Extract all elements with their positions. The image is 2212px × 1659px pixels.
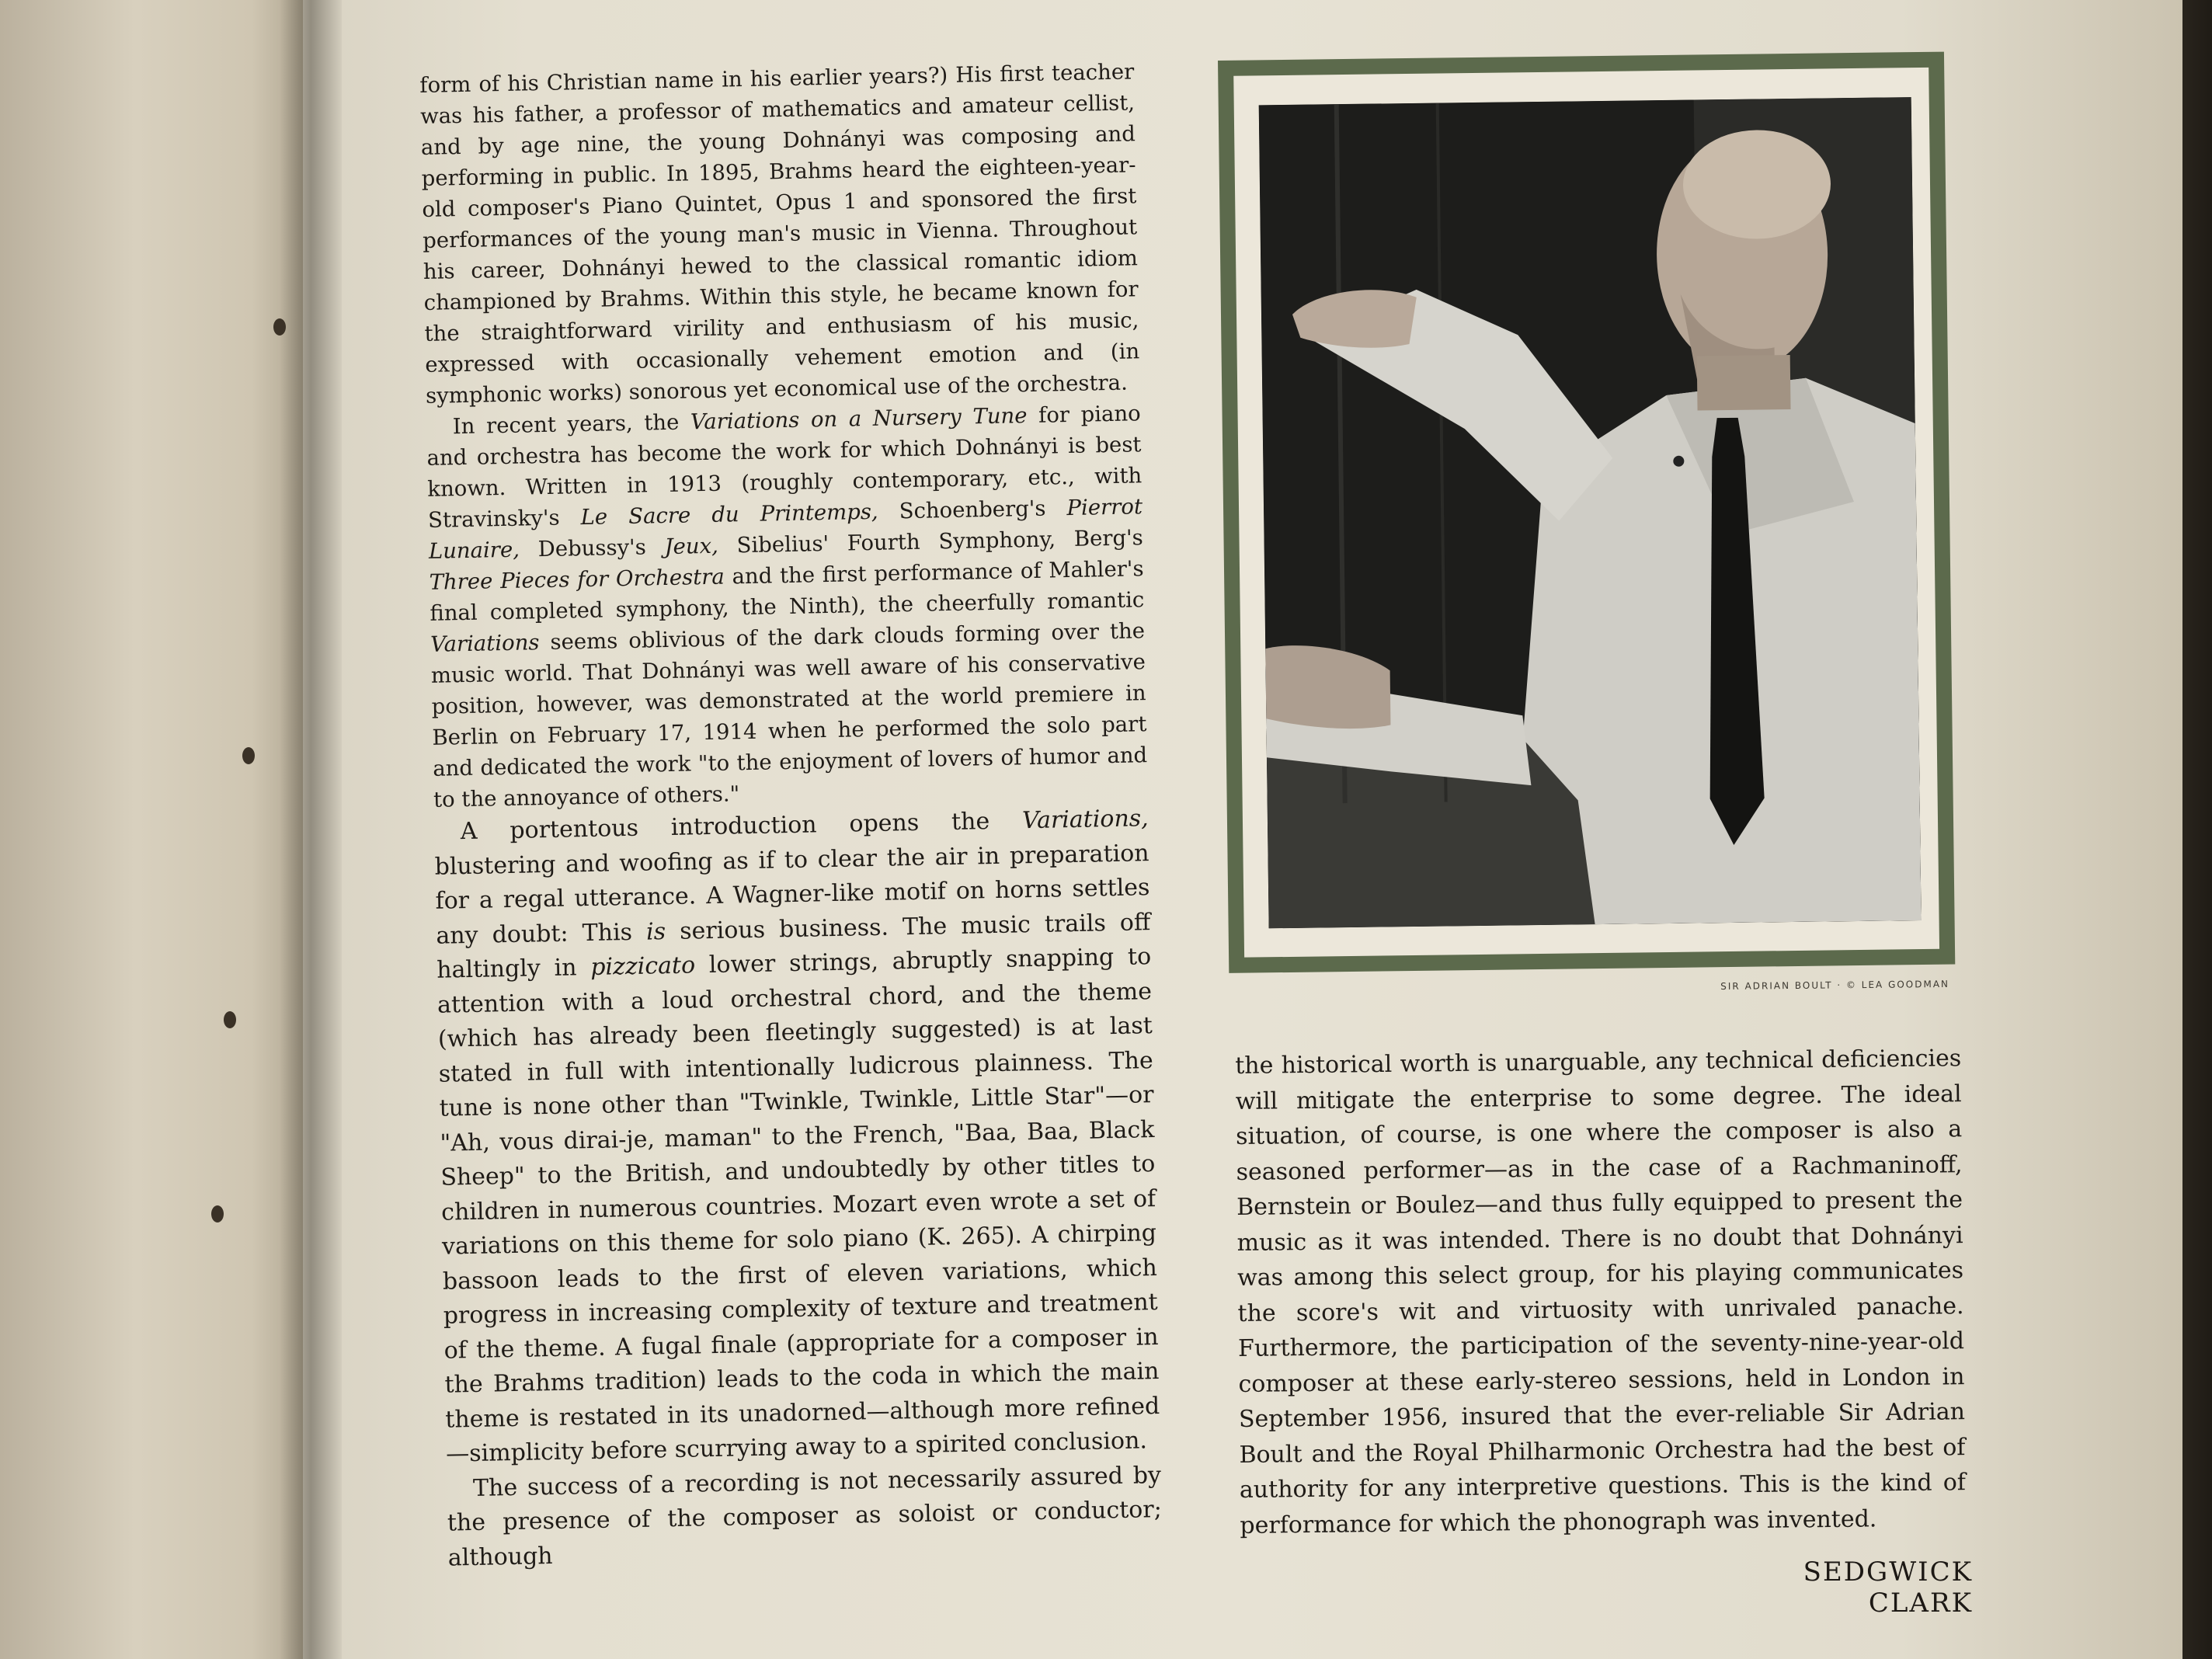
text-run: seems oblivious of the dark clouds forming over the music world. That Dohnányi was well aware of his conservative position, however, was demonstrated at the world premiere in Berlin on February 17, 1914 when he performed the solo part and dedicated the work "to the enjoyment of lovers of humor and to the annoyance of others." xyxy=(430,618,1148,812)
right-text-column xyxy=(1235,1041,1967,1543)
italic-title: Variations xyxy=(430,630,540,657)
left-text-column xyxy=(419,56,1163,1575)
conductor-photo xyxy=(1259,97,1922,928)
italic-title: Pierrot Lunaire, xyxy=(428,494,1143,564)
binding-hole xyxy=(211,1205,224,1223)
italic-title: Jeux, xyxy=(664,533,719,560)
paragraph-2 xyxy=(426,398,1148,816)
binding-hole xyxy=(242,747,255,764)
paragraph-3 xyxy=(433,802,1160,1472)
text-run: serious business. The music trails off haltingly in xyxy=(436,908,1151,984)
paragraph-1: form of his Christian name in his earlier years?) His first teacher was his father, a professor of mathematics and amateur cellist, and by age nine, the young Dohnányi was composing and performing in public. In 1895, Brahms heard the eighteen-year-old composer's Piano Quintet, Opus 1 and sponsored the first performances of the young man's music in Vienna. Throughout his career, Dohnányi hewed to the classical romantic idiom championed by Brahms. Within this style, he became known for the straightforward virility and enthusiasm of his music, expressed with occasionally vehement emotion and (in symphonic works) sonorous yet economical use of the orchestra. xyxy=(419,59,1140,409)
italic-title: Variations, xyxy=(1021,805,1149,835)
conductor-illustration xyxy=(1259,97,1922,928)
text-run: Sibelius' Fourth Symphony, Berg's xyxy=(718,525,1144,558)
italic-title: Three Pieces for Orchestra xyxy=(429,564,725,595)
italic-word: pizzicato xyxy=(590,951,696,981)
paragraph-4: The success of a recording is not necessarily assured by the presence of the composer as soloist or conductor; although xyxy=(447,1461,1163,1572)
photo-mat xyxy=(1233,68,1939,958)
text-run: Schoenberg's xyxy=(878,496,1067,524)
italic-word: is xyxy=(645,917,666,946)
photo-caption: SIR ADRIAN BOULT · © LEA GOODMAN xyxy=(1720,978,1950,992)
text-run: and the first performance of Mahler's final completed symphony, the Ninth), the cheerfully romantic xyxy=(430,556,1145,626)
left-page xyxy=(0,0,318,1659)
text-run: Debussy's xyxy=(519,534,665,562)
italic-title: Variations on a Nursery Tune xyxy=(690,403,1028,435)
binding-shadow xyxy=(280,0,342,1659)
binding-hole xyxy=(273,318,286,336)
text-run: for piano and orchestra has become the work for which Dohnányi is best known. Written in 1913 (roughly contemporary, etc., with Stravinsky's xyxy=(426,401,1143,533)
text-run: blustering and woofing as if to clear the air in preparation for a regal utterance. A Wagner-like motif on horns settles any doubt: This xyxy=(434,839,1150,950)
text-run: A portentous introduction opens the xyxy=(460,807,1023,846)
paragraph-5: the historical worth is unarguable, any technical deficiencies will mitigate the enterprise to some degree. The ideal situation, of course, is one where the composer is also a seasoned performer—as in the case of a Rachmaninoff, Bernstein or Boulez—and thus fully equipped to present the music as it was intended. There is no doubt that Dohnányi was among this select group, for his playing communicates the score's wit and virtuosity with unrivaled panache. Furthermore, the participation of the seventy-nine-year-old composer at these early-stereo sessions, held in London in September 1956, insured that the ever-reliable Sir Adrian Boult and the Royal Philharmonic Orchestra had the best of authority for any interpretive questions. This is the kind of performance for which the phonograph was invented. xyxy=(1235,1045,1967,1539)
text-run: In recent years, the xyxy=(452,409,691,440)
italic-title: Le Sacre du Printemps, xyxy=(580,499,878,530)
author-signature: SEDGWICK CLARK xyxy=(1803,1556,1973,1619)
text-run: lower strings, abruptly snapping to attention with a loud orchestral chord, and the theme (which has already been fleetingly suggested) is at last stated in full with intentionally ludicrous plainness. The tune is none other than "Twinkle, Twinkle, Little Star"—or "Ah, vous dirai-je, maman" to the French, "Baa, Baa, Black Sheep" to the British, and undoubtedly by other titles to children in numerous countries. Mozart even wrote a set of variations on this theme for solo piano (K. 265). A chirping bassoon leads to the first of eleven variations, which progress in increasing complexity of texture and treatment of the theme. A fugal finale (appropriate for a composer in the Brahms tradition) leads to the coda in which the main theme is restated in its unadorned—although more refined—simplicity before scurrying away to a spirited conclusion. xyxy=(436,943,1160,1468)
photo-frame xyxy=(1218,52,1955,973)
binding-hole xyxy=(224,1011,236,1028)
